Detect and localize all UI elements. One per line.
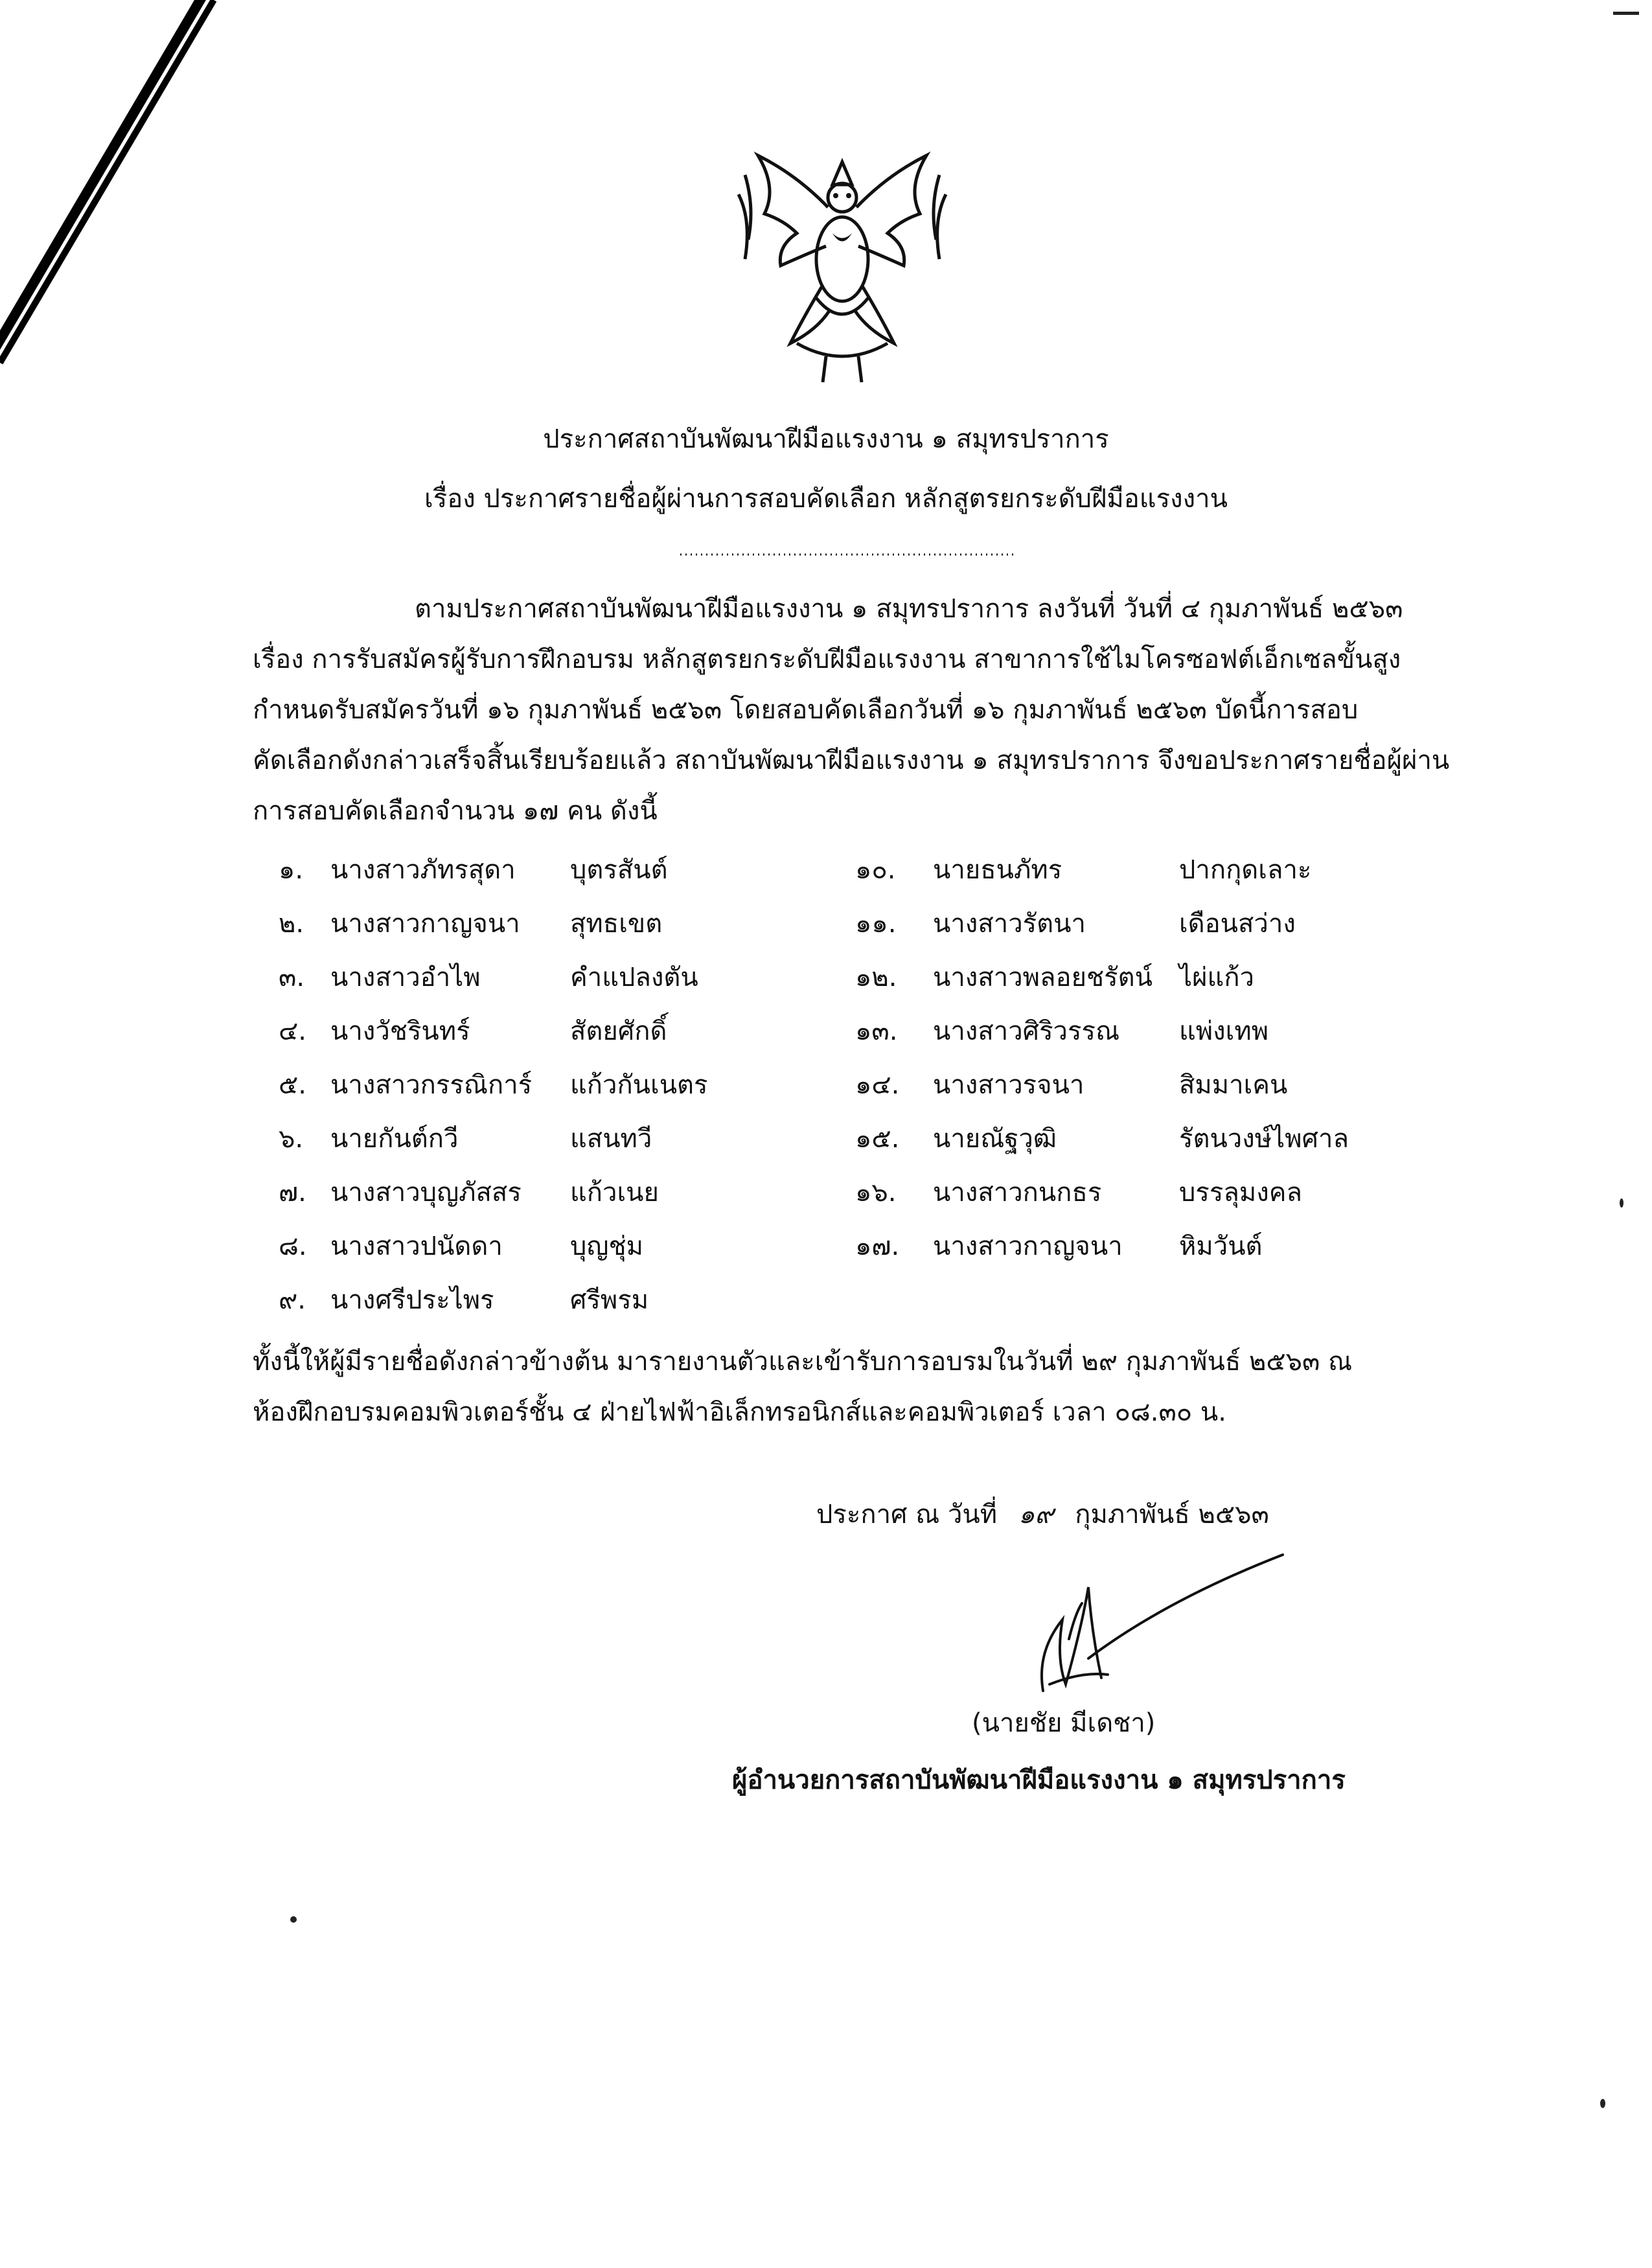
candidate-first-name: นางสาวรัตนา	[933, 909, 1086, 939]
candidate-last-name: ปากกุดเลาะ	[1179, 855, 1312, 885]
candidate-last-name: เดือนสว่าง	[1179, 909, 1296, 939]
candidate-number: ๑๓.	[855, 1016, 898, 1046]
scan-speck	[1600, 2099, 1605, 2108]
candidate-last-name: รัตนวงษ์ไพศาล	[1179, 1124, 1349, 1154]
candidate-number: ๕.	[279, 1070, 306, 1100]
scan-speck	[1613, 12, 1639, 15]
candidate-last-name: แก้วเนย	[570, 1178, 659, 1208]
candidate-number: ๓.	[279, 963, 305, 992]
candidate-first-name: นายธนภัทร	[933, 855, 1062, 885]
candidate-last-name: หิมวันต์	[1179, 1231, 1263, 1261]
intro-line-3: กำหนดรับสมัครวันที่ ๑๖ กุมภาพันธ์ ๒๕๖๓ โดยสอบคัดเลือกวันที่ ๑๖ กุมภาพันธ์ ๒๕๖๓ บัดนี้การสอบ	[253, 695, 1359, 725]
candidate-number: ๑๑.	[855, 909, 897, 939]
candidate-first-name: นายกันต์กวี	[330, 1124, 459, 1154]
intro-line-2: เรื่อง การรับสมัครผู้รับการฝึกอบรม หลักสูตรยกระดับฝีมือแรงงาน สาขาการใช้ไมโครซอฟต์เอ็กเซลขั้นสูง	[253, 645, 1401, 674]
candidate-number: ๑๔.	[855, 1070, 900, 1100]
signer-position: ผู้อำนวยการสถาบันพัฒนาฝีมือแรงงาน ๑ สมุทรปราการ	[732, 1765, 1346, 1795]
candidate-number: ๑๖.	[855, 1178, 897, 1208]
candidate-number: ๒.	[279, 909, 304, 939]
candidate-first-name: นางสาวพลอยชรัตน์	[933, 963, 1153, 992]
announce-prefix: ประกาศ ณ วันที่	[816, 1500, 998, 1529]
candidate-last-name: แพ่งเทพ	[1179, 1016, 1269, 1046]
candidate-number: ๔.	[279, 1016, 306, 1046]
candidate-number: ๑๕.	[855, 1124, 900, 1154]
scan-corner-mark	[0, 0, 337, 492]
candidate-last-name: บรรลุมงคล	[1179, 1178, 1303, 1208]
candidate-last-name: ศรีพรม	[570, 1285, 649, 1315]
candidate-first-name: นางศรีประไพร	[330, 1285, 494, 1315]
announcement-title: ประกาศสถาบันพัฒนาฝีมือแรงงาน ๑ สมุทรปราการ	[543, 424, 1109, 454]
candidate-last-name: บุญชุ่ม	[570, 1231, 643, 1261]
candidate-last-name: สัตยศักดิ์	[570, 1016, 667, 1046]
candidate-number: ๙.	[279, 1285, 306, 1315]
intro-line-1: ตามประกาศสถาบันพัฒนาฝีมือแรงงาน ๑ สมุทรปราการ ลงวันที่ วันที่ ๔ กุมภาพันธ์ ๒๕๖๓	[415, 594, 1403, 624]
candidate-number: ๗.	[279, 1178, 306, 1208]
candidate-last-name: แสนทวี	[570, 1124, 652, 1154]
candidate-first-name: นางสาวภัทรสุดา	[330, 855, 516, 885]
handwritten-signature	[894, 1548, 1315, 1717]
candidate-number: ๑๗.	[855, 1231, 900, 1261]
candidate-first-name: นางสาวบุญภัสสร	[330, 1178, 522, 1208]
candidate-last-name: สิมมาเคน	[1179, 1070, 1288, 1100]
candidate-first-name: นางสาวอำไพ	[330, 963, 481, 992]
announce-day: ๑๙	[1018, 1500, 1054, 1529]
candidate-number: ๑๒.	[855, 963, 897, 992]
candidate-last-name: แก้วกันเนตร	[570, 1070, 708, 1100]
closing-line-2: ห้องฝึกอบรมคอมพิวเตอร์ชั้น ๔ ฝ่ายไฟฟ้าอิเล็กทรอนิกส์และคอมพิวเตอร์ เวลา ๐๘.๓๐ น.	[253, 1397, 1226, 1427]
intro-line-5: การสอบคัดเลือกจำนวน ๑๗ คน ดังนี้	[253, 796, 658, 826]
announcement-subject: เรื่อง ประกาศรายชื่อผู้ผ่านการสอบคัดเลือก หลักสูตรยกระดับฝีมือแรงงาน	[424, 484, 1228, 514]
scan-speck	[1620, 1198, 1623, 1208]
garuda-emblem	[719, 136, 965, 389]
candidate-first-name: นางสาวกนกธร	[933, 1178, 1102, 1208]
intro-line-4: คัดเลือกดังกล่าวเสร็จสิ้นเรียบร้อยแล้ว สถาบันพัฒนาฝีมือแรงงาน ๑ สมุทรปราการ จึงขอประกาศรายชื่อผู้ผ่าน	[253, 746, 1450, 775]
scan-speck	[290, 1916, 297, 1923]
candidate-first-name: นางสาวรจนา	[933, 1070, 1084, 1100]
title-divider	[680, 553, 1017, 556]
candidate-number: ๘.	[279, 1231, 307, 1261]
candidate-first-name: นางสาวกาญจนา	[330, 909, 520, 939]
candidate-last-name: บุตรสันต์	[570, 855, 668, 885]
candidate-first-name: นางวัชรินทร์	[330, 1016, 470, 1046]
candidate-first-name: นางสาวกาญจนา	[933, 1231, 1123, 1261]
candidate-first-name: นางสาวปนัดดา	[330, 1231, 503, 1261]
candidate-number: ๑.	[279, 855, 304, 885]
candidate-last-name: คำแปลงตัน	[570, 963, 698, 992]
candidate-number: ๑๐.	[855, 855, 896, 885]
candidate-last-name: สุทธเขต	[570, 909, 663, 939]
closing-line-1: ทั้งนี้ให้ผู้มีรายชื่อดังกล่าวข้างต้น มารายงานตัวและเข้ารับการอบรมในวันที่ ๒๙ กุมภาพันธ์ ๒๕๖๓ ณ	[253, 1347, 1353, 1377]
signer-name: (นายชัย มีเดชา)	[972, 1708, 1156, 1738]
candidate-number: ๖.	[279, 1124, 304, 1154]
candidate-first-name: นายณัฐวุฒิ	[933, 1124, 1057, 1154]
candidate-first-name: นางสาวศิริวรรณ	[933, 1016, 1120, 1046]
announcement-date	[816, 1496, 1269, 1533]
candidate-last-name: ไผ่แก้ว	[1179, 963, 1255, 992]
announce-month-year: กุมภาพันธ์ ๒๕๖๓	[1075, 1500, 1269, 1529]
candidate-first-name: นางสาวกรรณิการ์	[330, 1070, 533, 1100]
